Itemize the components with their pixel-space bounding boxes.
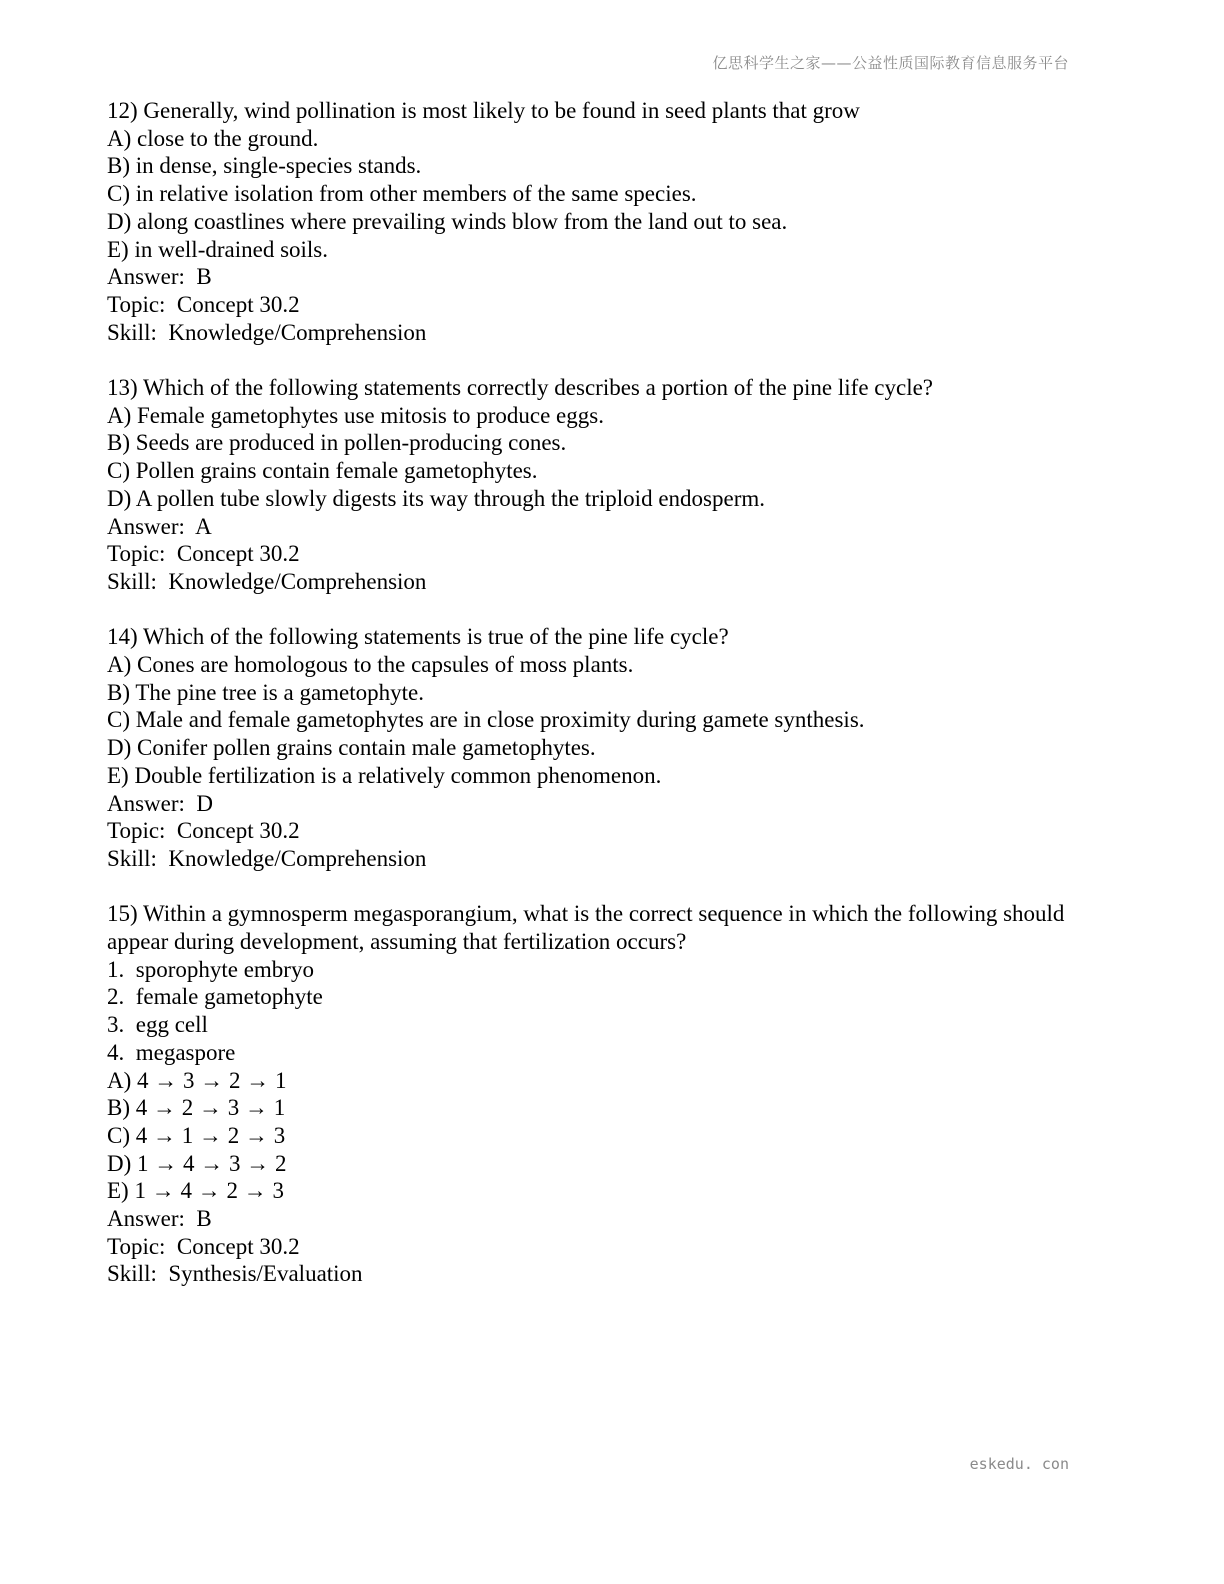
- question-stem: 14) Which of the following statements is true of the pine life cycle?: [107, 624, 729, 650]
- answer-option: A) close to the ground.: [107, 125, 319, 151]
- footer-site: eskedu. con: [969, 1455, 1069, 1473]
- question-stem: 12) Generally, wind pollination is most likely to be found in seed plants that grow: [107, 98, 860, 123]
- skill-line: Skill: Knowledge/Comprehension: [107, 845, 427, 871]
- answer-option: E) in well-drained soils.: [107, 236, 329, 262]
- answer-key: Answer: B: [107, 1206, 212, 1232]
- question-13: [107, 374, 1117, 596]
- answer-option: D) Conifer pollen grains contain male gametophytes.: [107, 735, 596, 761]
- topic-line: Topic: Concept 30.2: [107, 818, 300, 844]
- answer-key: Answer: A: [107, 513, 212, 539]
- answer-option: A) Female gametophytes use mitosis to produce eggs.: [107, 402, 604, 428]
- question-12: [107, 97, 1117, 346]
- document-body: [107, 97, 1117, 1316]
- topic-line: Topic: Concept 30.2: [107, 541, 300, 567]
- answer-option: D) A pollen tube slowly digests its way through the triploid endosperm.: [107, 485, 765, 511]
- question-stem: 15) Within a gymnosperm megasporangium, what is the correct sequence in which the following should appear during development, assuming that fertilization occurs?: [107, 901, 1071, 955]
- question-15: [107, 900, 1117, 1288]
- answer-option: B) in dense, single-species stands.: [107, 153, 422, 179]
- sequence-item: 3. egg cell: [107, 1012, 208, 1038]
- question-14: [107, 623, 1117, 872]
- answer-option: E) Double fertilization is a relatively common phenomenon.: [107, 762, 662, 788]
- sequence-item: 4. megaspore: [107, 1039, 236, 1065]
- sequence-item: 1. sporophyte embryo: [107, 956, 314, 982]
- answer-option: A) Cones are homologous to the capsules of moss plants.: [107, 652, 634, 678]
- answer-option: B) The pine tree is a gametophyte.: [107, 679, 425, 705]
- topic-line: Topic: Concept 30.2: [107, 291, 300, 317]
- answer-option: D) along coastlines where prevailing winds blow from the land out to sea.: [107, 208, 788, 234]
- topic-line: Topic: Concept 30.2: [107, 1233, 300, 1259]
- sequence-item: 2. female gametophyte: [107, 984, 323, 1010]
- skill-line: Skill: Knowledge/Comprehension: [107, 319, 427, 345]
- answer-key: Answer: D: [107, 790, 214, 816]
- answer-option: C) Male and female gametophytes are in close proximity during gamete synthesis.: [107, 707, 865, 733]
- header-watermark: 亿思科学生之家——公益性质国际教育信息服务平台: [712, 54, 1069, 72]
- answer-option: E) 1 → 4 → 2 → 3: [107, 1178, 284, 1204]
- answer-option: D) 1 → 4 → 3 → 2: [107, 1150, 287, 1176]
- answer-option: B) Seeds are produced in pollen-producing cones.: [107, 430, 567, 456]
- skill-line: Skill: Synthesis/Evaluation: [107, 1261, 363, 1287]
- answer-option: C) in relative isolation from other members of the same species.: [107, 181, 697, 207]
- answer-key: Answer: B: [107, 264, 212, 290]
- skill-line: Skill: Knowledge/Comprehension: [107, 568, 427, 594]
- answer-option: B) 4 → 2 → 3 → 1: [107, 1095, 286, 1121]
- answer-option: A) 4 → 3 → 2 → 1: [107, 1067, 287, 1093]
- question-stem: 13) Which of the following statements correctly describes a portion of the pine life cycle?: [107, 375, 934, 401]
- answer-option: C) 4 → 1 → 2 → 3: [107, 1122, 286, 1148]
- answer-option: C) Pollen grains contain female gametophytes.: [107, 458, 538, 484]
